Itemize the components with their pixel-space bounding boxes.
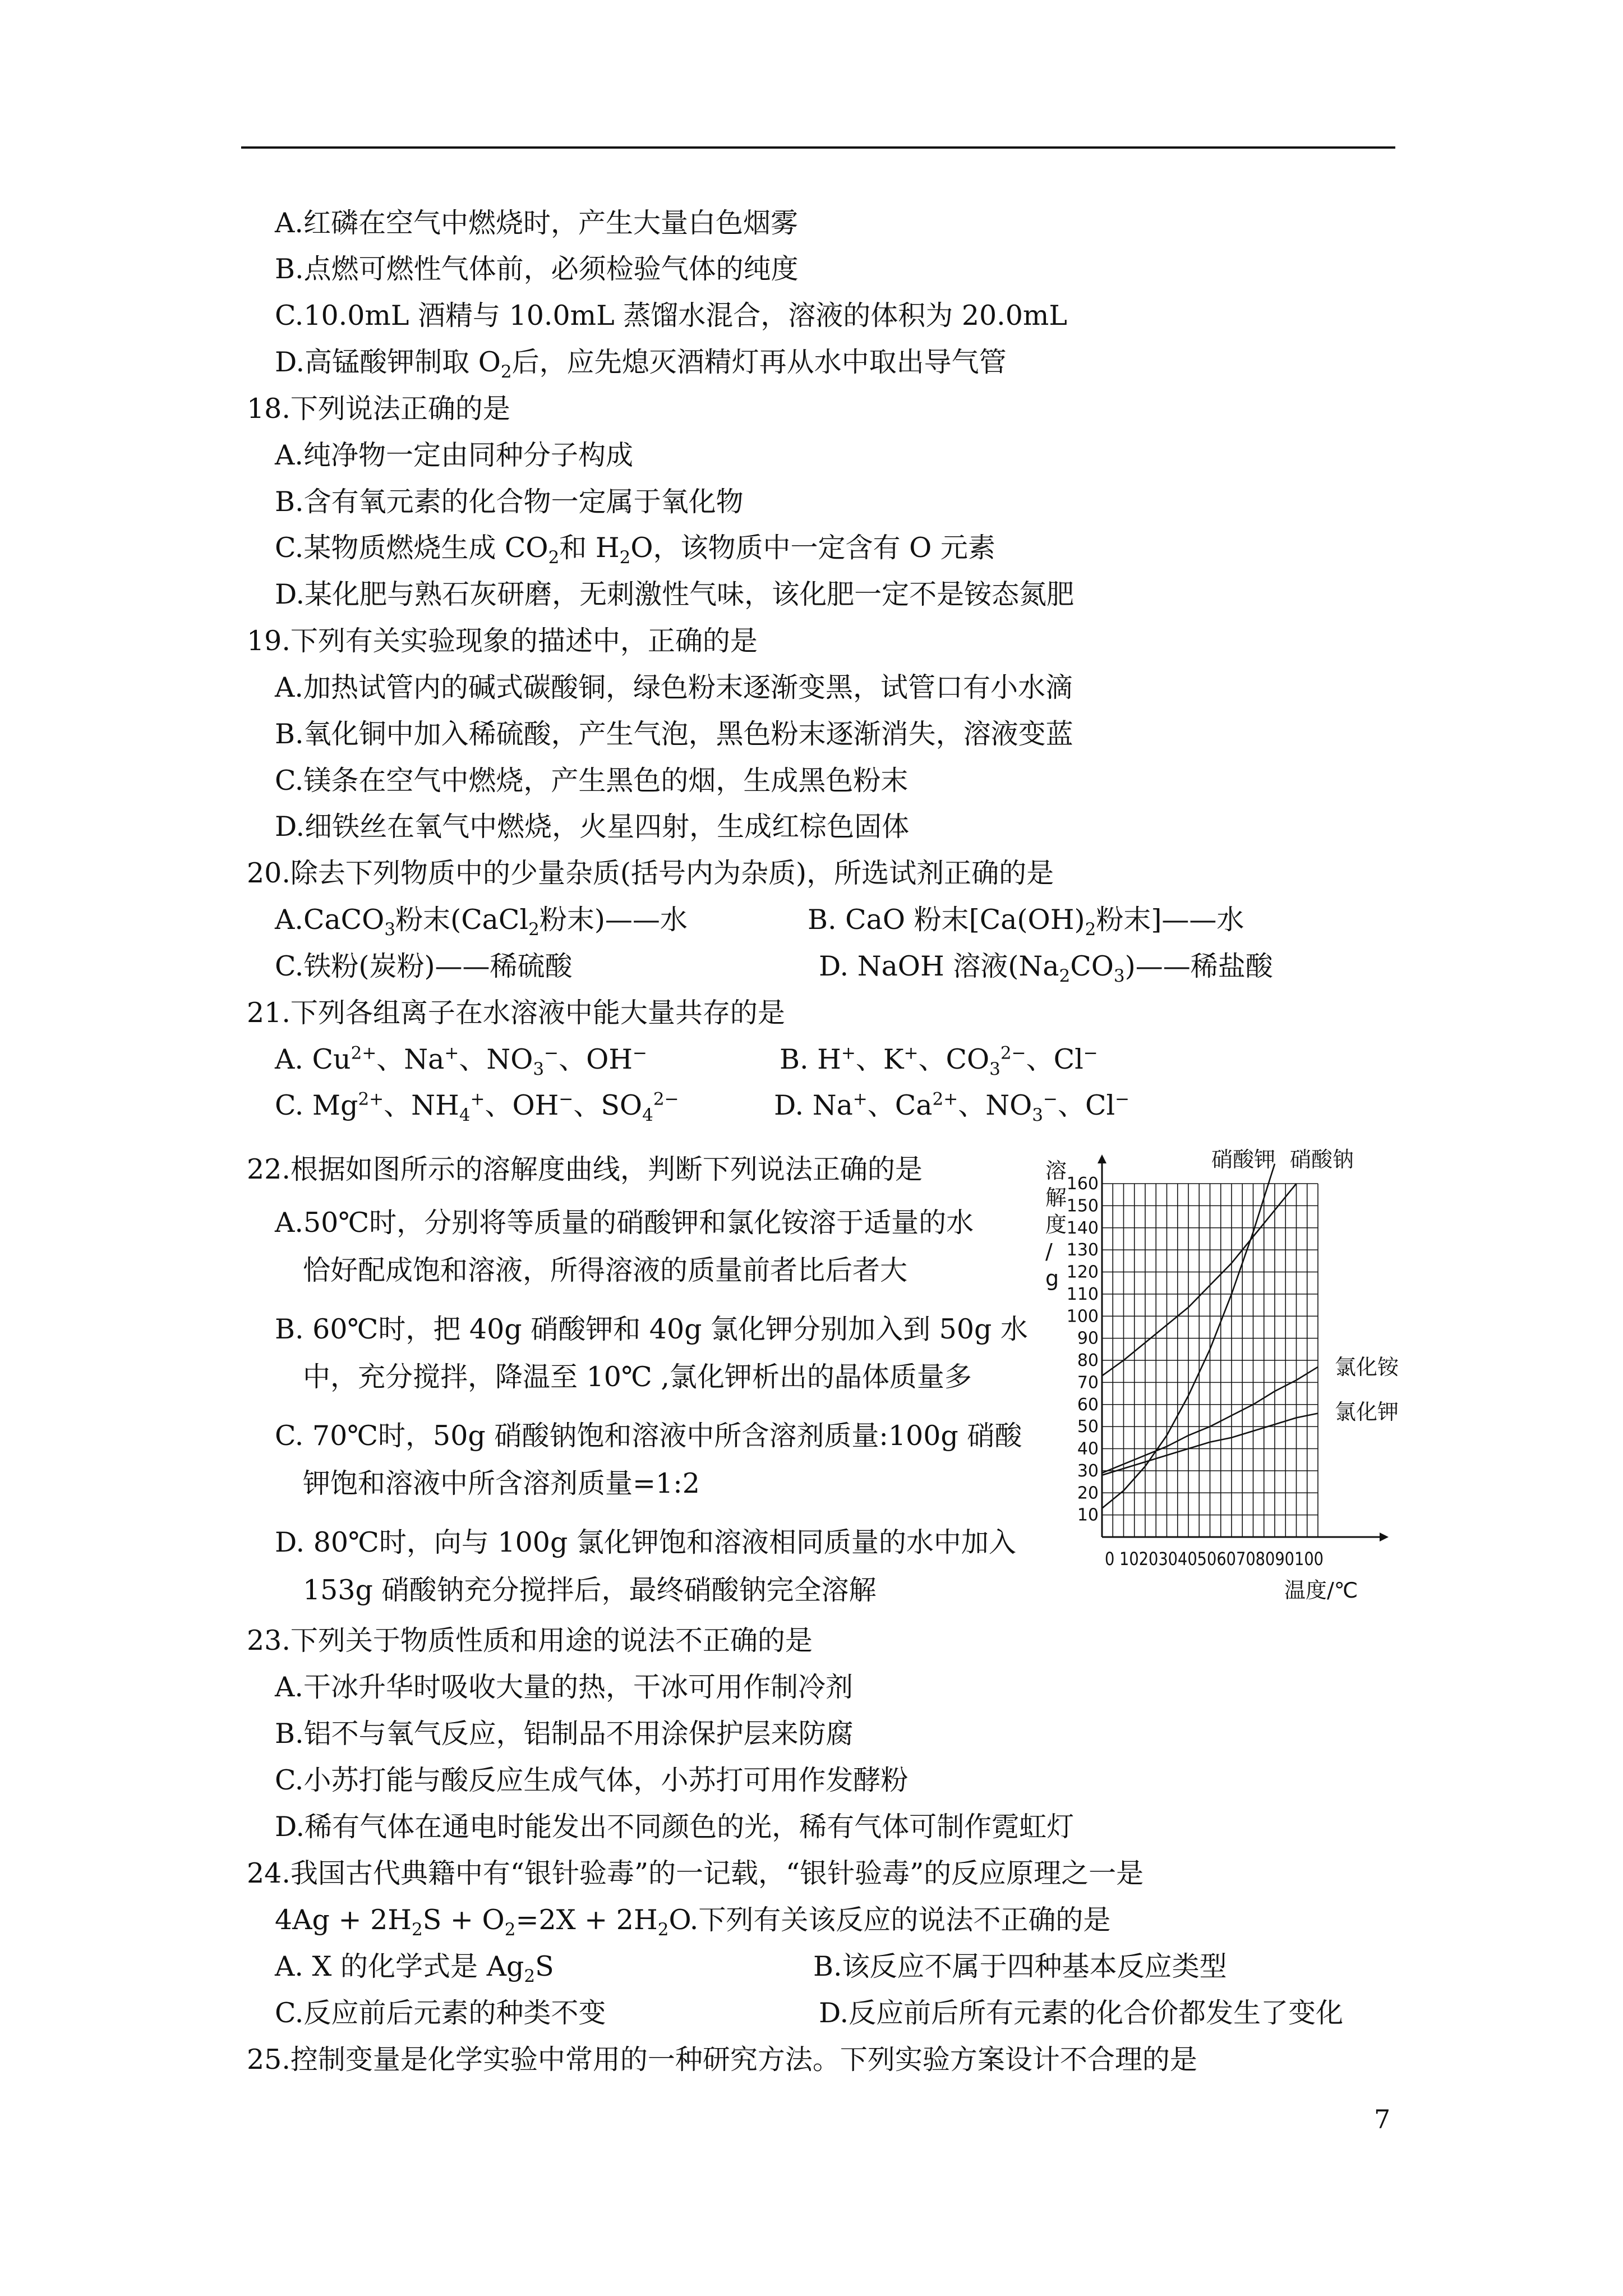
y-axis-label-char: 解 [1045, 1185, 1067, 1210]
q21-option-a: A. $Cu^{2+}$、Na+、$NO_3^-$、OH− [275, 1043, 648, 1079]
q21-option-c: C. $Mg^{2+}$、$NH_4^+$、OH−、$SO_4^{2-}$ [275, 1089, 679, 1125]
x-axis-arrow [1380, 1533, 1389, 1542]
y-tick-label: 90 [1077, 1328, 1099, 1349]
q19-option-a: A.加热试管内的碱式碳酸铜，绿色粉末逐渐变黑，试管口有小水滴 [275, 671, 1073, 703]
q20-stem: 20.除去下列物质中的少量杂质(括号内为杂质)，所选试剂正确的是 [247, 857, 1054, 889]
q23-option-a: A.干冰升华时吸收大量的热，干冰可用作制冷剂 [275, 1671, 853, 1703]
y-tick-label: 100 [1066, 1306, 1099, 1327]
q24-option-d: D.反应前后所有元素的化合价都发生了变化 [819, 1997, 1344, 2029]
q18-option-b: B.含有氧元素的化合物一定属于氧化物 [275, 486, 744, 518]
y-tick-label: 150 [1066, 1196, 1099, 1216]
q19-option-d: D.细铁丝在氧气中燃烧，火星四射，生成红棕色固体 [275, 811, 910, 843]
y-axis-label-char: 度 [1045, 1212, 1067, 1237]
q21-option-b: B. H+、K+、$CO_3^{2-}$、Cl− [780, 1043, 1098, 1079]
q22-option-a-line2: 恰好配成饱和溶液，所得溶液的质量前者比后者大 [303, 1254, 908, 1286]
q17-option-c: C.10.0mL 酒精与 10.0mL 蒸馏水混合，溶液的体积为 20.0mL [275, 300, 1067, 332]
q24-equation: $4Ag + 2H_2S + O_2=2X + 2H_2O$.下列有关该反应的说法不正确的是 [275, 1904, 1111, 1940]
q17-option-d: D.高锰酸钾制取 $O_2$后，应先熄灭酒精灯再从水中取出导气管 [275, 346, 1007, 382]
y-tick-label: 30 [1077, 1461, 1099, 1481]
q20-option-d: D. NaOH 溶液$(Na_2CO_3)——$稀盐酸 [819, 950, 1273, 986]
q19-stem: 19.下列有关实验现象的描述中，正确的是 [247, 625, 758, 657]
q23-option-d: D.稀有气体在通电时能发出不同颜色的光，稀有气体可制作霓虹灯 [275, 1811, 1075, 1843]
q22-option-d-line2: 153g 硝酸钠充分搅拌后，最终硝酸钠完全溶解 [303, 1574, 877, 1606]
q21-stem: 21.下列各组离子在水溶液中能大量共存的是 [247, 997, 785, 1029]
q23-option-b: B.铝不与氧气反应，铝制品不用涂保护层来防腐 [275, 1718, 854, 1750]
y-axis-arrow [1098, 1154, 1106, 1163]
q18-option-a: A.纯净物一定由同种分子构成 [275, 439, 633, 471]
q20-option-a: A.CaCO$_3$粉末(CaCl$_2$粉末)——水 [275, 904, 688, 940]
y-tick-label: 10 [1077, 1505, 1099, 1525]
y-tick-label: 110 [1066, 1284, 1099, 1304]
q25-stem: 25.控制变量是化学实验中常用的一种研究方法。下列实验方案设计不合理的是 [247, 2044, 1197, 2076]
q24-option-b: B.该反应不属于四种基本反应类型 [813, 1950, 1227, 1982]
x-axis-label: 温度/℃ [1284, 1578, 1358, 1603]
x-tick-labels: 0 102030405060708090100 [1105, 1548, 1324, 1570]
y-axis-label-char: 溶 [1045, 1158, 1067, 1183]
page-number: 7 [1374, 2104, 1391, 2134]
y-tick-label: 40 [1077, 1439, 1099, 1459]
q22-option-a-line1: A.50℃时，分别将等质量的硝酸钾和氯化铵溶于适量的水 [275, 1207, 974, 1239]
q23-stem: 23.下列关于物质性质和用途的说法不正确的是 [247, 1625, 813, 1657]
y-tick-label: 60 [1077, 1395, 1099, 1415]
solubility-chart [1032, 1139, 1399, 1603]
q22-option-d-line1: D. 80℃时，向与 100g 氯化钾饱和溶液相同质量的水中加入 [275, 1526, 1016, 1558]
q20-option-c: C.铁粉(炭粉)——稀硫酸 [275, 950, 573, 982]
y-axis-label-char: / [1045, 1239, 1053, 1264]
q22-option-c-line2: 钾饱和溶液中所含溶剂质量=1:2 [303, 1467, 700, 1499]
header-rule [241, 146, 1395, 149]
series-label-nh4cl: 氯化铵 [1335, 1355, 1399, 1379]
q22-option-b-line2: 中，充分搅拌，降温至 10℃ ,氯化钾析出的晶体质量多 [303, 1361, 972, 1393]
y-tick-label: 160 [1066, 1174, 1099, 1194]
q23-option-c: C.小苏打能与酸反应生成气体，小苏打可用作发酵粉 [275, 1764, 909, 1796]
y-tick-label: 130 [1066, 1240, 1099, 1260]
q20-option-b: B. CaO 粉末[$Ca(OH)_2$粉末]——水 [808, 904, 1244, 940]
q18-option-c: C.某物质燃烧生成 $CO_2$和 $H_2O$，该物质中一定含有 O 元素 [275, 532, 995, 568]
q22-stem: 22.根据如图所示的溶解度曲线，判断下列说法正确的是 [247, 1153, 923, 1185]
series-label-nano3: 硝酸钠 [1290, 1147, 1354, 1172]
y-tick-label: 50 [1077, 1417, 1099, 1437]
y-tick-label: 80 [1077, 1351, 1099, 1370]
chart-y-ticks [1067, 1174, 1099, 1525]
y-axis-label-char: g [1045, 1266, 1059, 1291]
q22-option-b-line1: B. 60℃时，把 40g 硝酸钾和 40g 氯化钾分别加入到 50g 水 [275, 1313, 1028, 1345]
y-axis-label [1045, 1158, 1067, 1291]
q19-option-c: C.镁条在空气中燃烧，产生黑色的烟，生成黑色粉末 [275, 765, 909, 797]
y-tick-label: 70 [1077, 1373, 1099, 1393]
q24-stem: 24.我国古代典籍中有“银针验毒”的一记载，“银针验毒”的反应原理之一是 [247, 1857, 1144, 1889]
chart-grid [1098, 1154, 1389, 1542]
q17-option-a: A.红磷在空气中燃烧时，产生大量白色烟雾 [275, 207, 798, 239]
q24-option-a: A. X 的化学式是 $Ag_2S$ [275, 1950, 554, 1986]
q18-option-d: D.某化肥与熟石灰研磨，无刺激性气味，该化肥一定不是铵态氮肥 [275, 578, 1075, 610]
y-tick-label: 20 [1077, 1483, 1099, 1503]
series-label-kcl: 氯化钾 [1335, 1400, 1399, 1424]
q19-option-b: B.氧化铜中加入稀硫酸，产生气泡，黑色粉末逐渐消失，溶液变蓝 [275, 718, 1073, 750]
q18-stem: 18.下列说法正确的是 [247, 393, 510, 425]
y-tick-label: 120 [1066, 1262, 1099, 1282]
y-tick-label: 140 [1066, 1218, 1099, 1238]
q22-option-c-line1: C. 70℃时，50g 硝酸钠饱和溶液中所含溶剂质量:100g 硝酸 [275, 1420, 1022, 1452]
series-label-kno3: 硝酸钾 [1211, 1147, 1276, 1172]
q24-option-c: C.反应前后元素的种类不变 [275, 1997, 606, 2029]
q17-option-b: B.点燃可燃性气体前，必须检验气体的纯度 [275, 253, 799, 285]
q21-option-d: D. Na+、$Ca^{2+}$、$NO_3^-$、Cl− [774, 1089, 1130, 1125]
